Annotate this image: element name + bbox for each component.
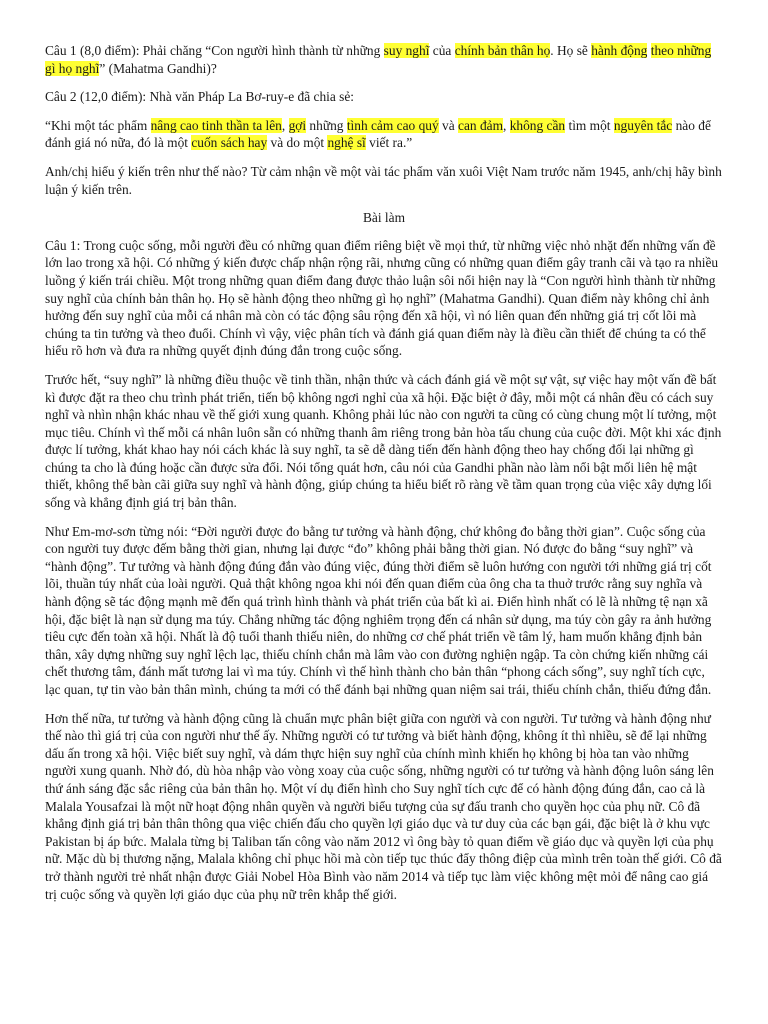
- quote-text: ,: [503, 117, 510, 133]
- question-1: [45, 42, 723, 77]
- quote-text: nào để đánh giá nó nữa, đó là một: [45, 117, 711, 151]
- quote-text: và: [438, 117, 459, 133]
- highlight: tình cảm cao quý: [346, 117, 439, 133]
- q1-text: Câu 1 (8,0 điểm): Phải chăng “Con người hình thành từ những: [45, 43, 384, 58]
- highlight: theo những gì họ nghĩ: [45, 43, 712, 76]
- quote-text: “Khi một tác phẩm: [45, 117, 151, 133]
- quote-text: viết ra.”: [365, 135, 413, 151]
- q1-text: . Họ sẽ: [550, 43, 592, 58]
- quote-text: những: [306, 117, 347, 133]
- answer-heading: Bài làm: [362, 210, 406, 226]
- answer-paragraph: Trước hết, “suy nghĩ” là những điều thuộc về tinh thần, nhận thức và cách đánh giá về một sự vật, sự việc hay một vấn đề bất kì được đặt ra theo chu trình phát triển, tiến bộ không ngơi nghỉ của xã hội. Đặc biệt ở đây, mỗi một cá nhân đều có cách suy nghĩ và nhìn nhận khác nhau về thế giới xung quanh. Không phải lúc nào con người ta cũng có cùng chung một lí tưởng, một mục tiêu. Chính vì thế mỗi cá nhân luôn sẵn có những thanh âm riêng trong bản hòa tấu chung của cuộc đời. Một khi xác định được lí tưởng, khát khao hay nói cách khác là suy nghĩ, ta sẽ dễ dàng tiến đến hành động theo hay chống đối lại những gì chúng ta cho là đúng hoặc cần được sửa đổi. Nói tổng quát hơn, câu nói của Gandhi phần nào làm nổi bật mối liên hệ mật thiết, không thể bàn cãi giữa suy nghĩ và hành động, giúp chúng ta hiểu biết rõ ràng về tầm quan trọng của việc xây dựng lối sống và khẳng định giá trị bản thân.: [45, 371, 722, 511]
- highlight: không cần: [509, 117, 566, 133]
- answer-paragraph: Câu 1: Trong cuộc sống, mỗi người đều có những quan điểm riêng biệt về mọi thứ, từ những việc nhỏ nhặt đến những vấn đề lớn lao trong xã hội. Có những ý kiến được chấp nhận rộng rãi, nhưng cũng có những quan điểm gây tranh cãi và tạo ra nhiều luồng ý kiến trái chiều. Một trong những quan điểm đang được thảo luận sôi nổi hiện nay là “Con người hình thành từ những suy nghĩ của chính bản thân họ. Họ sẽ hành động theo những gì họ nghĩ” (Mahatma Gandhi). Quan điểm này không chỉ ảnh hưởng đến suy nghĩ của mỗi cá nhân mà còn có tác động sâu rộng đến xã hội, vì nó liên quan đến những giá trị cốt lõi mà chúng ta tin tưởng và theo đuổi. Chính vì vậy, việc phân tích và đánh giá quan điểm này là điều cần thiết để chúng ta có thể hiểu rõ hơn và đưa ra những quyết định đúng đắn trong cuộc sống.: [45, 237, 719, 359]
- highlight: hành động: [591, 43, 648, 58]
- answer-paragraph: Như Em-mơ-sơn từng nói: “Đời người được đo bằng tư tưởng và hành động, chứ không đo bằng thời gian”. Cuộc sống của con người tuy được đếm bằng thời gian, nhưng lại được “đo” không phải bằng thời gian. Nó được đo bằng “suy nghĩ” và “hành động”. Tư tưởng và hành động đúng đắn vào đúng việc, đúng thời điểm sẽ luôn hướng con người tới những giá trị cốt lõi, thuần túy nhất của loài người. Quả thật không ngoa khi nói đến quan điểm của ông cha ta thuở trước rằng suy nghĩa và hành động sẽ tác động mạnh mẽ đến quá trình hình thành và phát triển của bất kì ai. Điển hình nhất có lẽ là những tệ nạn xã hội, đặc biệt là nạn sử dụng ma túy. Chẳng những tác động nghiêm trọng đến cá nhân sử dụng, ma túy còn gây ra ảnh hưởng tiêu cực đến toàn xã hội. Nhất là độ tuổi thanh thiếu niên, do những cơ chế phát triển về tâm lý, ham muốn khẳng định bản thân, xây dựng những suy nghĩ lệch lạc, thiếu chính chắn mà lâm vào con đường nghiện ngập. Ta còn chứng kiến những cái chết thương tâm, đánh mất tương lai vì ma túy. Chính vì thế hình thành cho bản thân “phong cách sống”, suy nghĩ tích cực, lạc quan, tự tin vào bản thân mình, chúng ta mới có thể đánh bại những quan niệm sai trái, thiếu chính chắn, thiếu đứng đắn.: [45, 523, 712, 697]
- quote-text: tìm một: [565, 117, 614, 133]
- highlight: nguyên tắc: [613, 117, 673, 133]
- highlight: cuốn sách hay: [191, 135, 268, 151]
- q1-text: của: [429, 43, 455, 58]
- highlight: suy nghĩ: [383, 43, 430, 58]
- highlight: gợi: [288, 117, 307, 133]
- highlight: nghệ sĩ: [327, 135, 366, 151]
- q1-text: ” (Mahatma Gandhi)?: [99, 60, 217, 76]
- answer-paragraph: Hơn thế nữa, tư tưởng và hành động cũng là chuẩn mực phân biệt giữa con người và con người. Tư tưởng và hành động như thế nào thì giá trị của con người như thế ấy. Những người có tư tưởng và biết hành động, không ít thì nhiều, sẽ để lại những dấu ấn trong xã hội. Việc biết suy nghĩ, và dám thực hiện suy nghĩ của chính mình khiến họ không bị hòa tan vào những người xung quanh. Nhờ đó, dù hòa nhập vào vòng xoay của cuộc sống, những người có tư tưởng và hành động luôn sáng lên thứ ánh sáng đặc sắc riêng của bản thân họ. Một ví dụ điển hình cho Suy nghĩ tích cực để có hành động đúng đắn, cao cả là Malala Yousafzai là một nữ hoạt động nhân quyền và người biểu tượng của sự đấu tranh cho quyền học của phụ nữ. Cô đã khẳng định giá trị bản thân thông qua việc chiến đấu cho quyền lợi giáo dục và tư duy của các bạn gái, đặc biệt là ở khu vực Pakistan bị áp bức. Malala từng bị Taliban tấn công vào năm 2012 vì ông bày tỏ quan điểm về giáo dục và quyền lợi của phụ nữ. Mặc dù bị thương nặng, Malala không chỉ phục hồi mà còn tiếp tục thúc đẩy thông điệp của mình trên toàn thế giới. Cô đã trở thành người trẻ nhất nhận được Giải Nobel Hòa Bình vào năm 2014 và tiếp tục làm việc không mệt mỏi để nâng cao giá trị cuộc sống và quyền lợi giáo dục của phụ nữ trên khắp thế giới.: [45, 710, 722, 902]
- question-2-quote: [45, 117, 723, 152]
- highlight: can đảm: [458, 117, 503, 133]
- highlight: chính bản thân họ: [454, 43, 551, 58]
- question-2-intro: Câu 2 (12,0 điểm): Nhà văn Pháp La Bơ-ruy-e đã chia sẻ:: [45, 89, 355, 105]
- quote-text: và do một: [267, 135, 328, 151]
- question-2-prompt: Anh/chị hiểu ý kiến trên như thế nào? Từ cảm nhận về một vài tác phẩm văn xuôi Việt Nam trước năm 1945, anh/chị hãy bình luận ý kiến trên.: [45, 163, 722, 197]
- highlight: nâng cao tinh thần ta lên: [150, 117, 282, 133]
- quote-text: ,: [281, 117, 289, 133]
